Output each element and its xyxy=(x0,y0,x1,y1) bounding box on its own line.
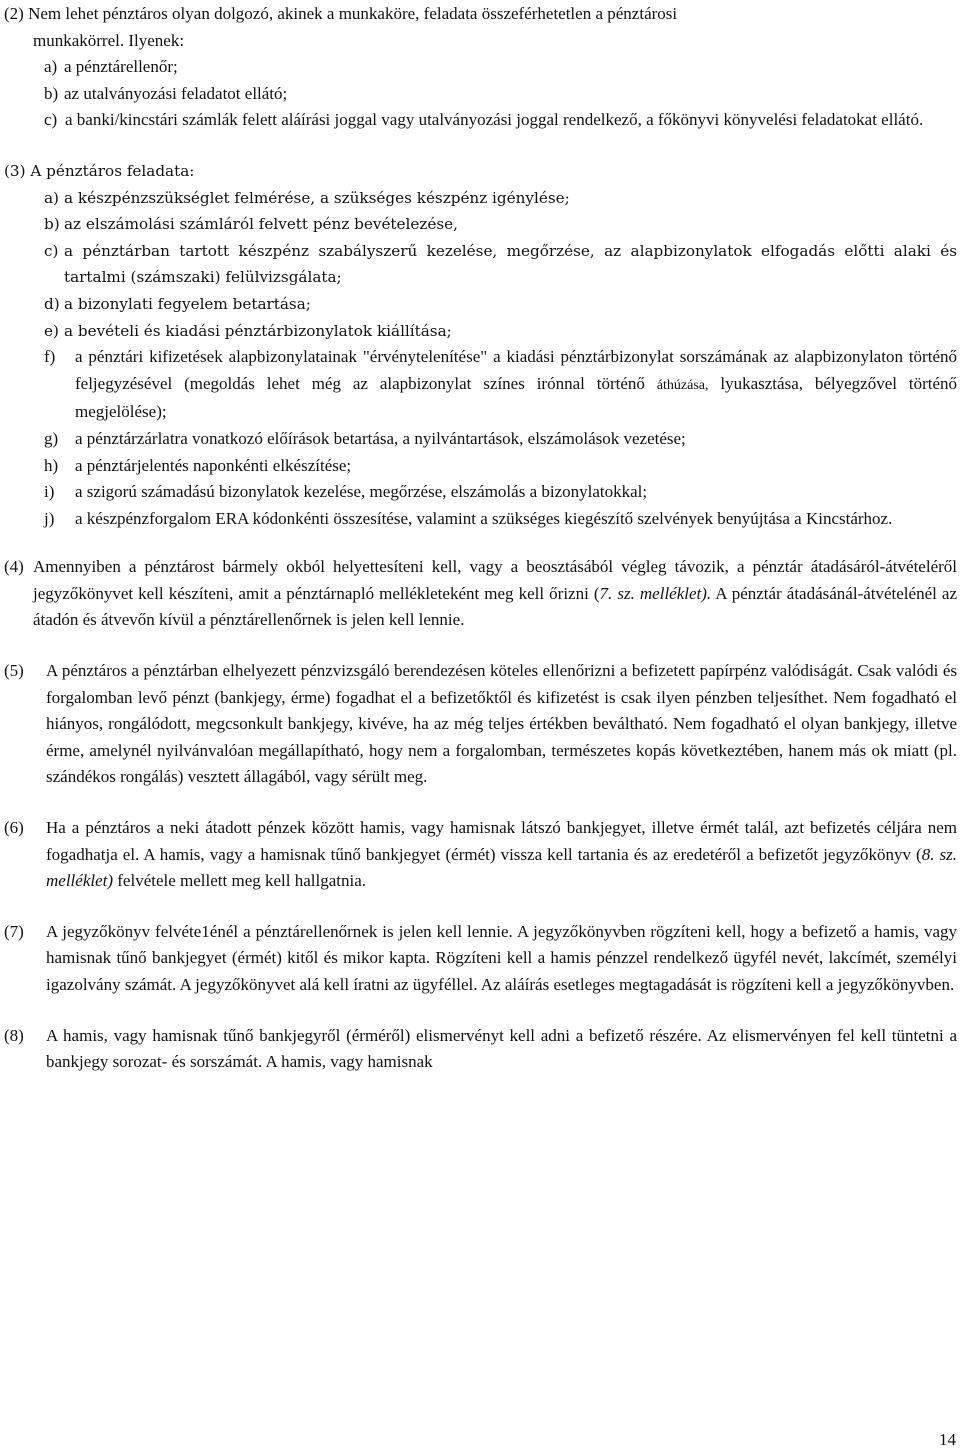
list-item-text-small: áthúzása, xyxy=(656,377,709,393)
section-6-text: Ha a pénztáros a neki átadott pénzek között hamis, vagy hamisnak látszó bankjegyet, illetve érmét talál, azt befizetés céljára nem fogadhatja el. A hamis, vagy a hamisnak tűnő bankjegyet (érmét) vissza kell tartania és az eredetéről a befizetőt jegyzőkönyv ( xyxy=(46,818,957,864)
list-item-label: a) xyxy=(44,188,59,207)
list-item-label: c) xyxy=(44,110,58,130)
section-label: (4) xyxy=(4,557,24,577)
list-item-label: j) xyxy=(44,508,55,528)
list-item-text: az elszámolási számláról felvett pénz bevételezése, xyxy=(64,215,458,234)
list-item-text: a pénztárzárlatra vonatkozó előírások betartása, a nyilvántartások, elszámolások vezetése; xyxy=(75,428,686,448)
section-label: (5) xyxy=(4,661,24,681)
section-2-line2: munkakörrel. Ilyenek: xyxy=(33,30,185,50)
section-6-text-end: felvétele mellett meg kell hallgatnia. xyxy=(113,871,367,891)
list-item-text: a banki/kincstári számlák felett aláírási joggal vagy utalványozási joggal rendelkező, a főkönyvi könyvelési feladatokat ellátó. xyxy=(65,110,924,130)
list-item-text: lyukasztása, bélyegzővel történő megjelölése); xyxy=(75,373,958,422)
list-item-text: a bevételi és kiadási pénztárbizonylatok kiállítása; xyxy=(64,321,452,340)
list-item xyxy=(44,479,957,506)
list-item xyxy=(44,291,957,318)
list-item-label: g) xyxy=(44,428,59,448)
section-5 xyxy=(4,658,957,791)
list-item-label: e) xyxy=(44,321,59,340)
list-item-text: a pénztárjelentés naponkénti elkészítése; xyxy=(75,455,352,475)
section-4 xyxy=(4,554,957,634)
list-item xyxy=(44,426,957,453)
section-3-heading-line xyxy=(4,158,957,185)
section-label: (7) xyxy=(4,921,24,941)
list-item-label: i) xyxy=(44,482,55,502)
list-item-text: az utalványozási feladatot ellátó; xyxy=(64,83,288,103)
list-item-text: a bizonylati fegyelem betartása; xyxy=(64,294,311,313)
list-item-text: a pénztári kifizetések alapbizonylatainak "érvénytelenítése" a kiadási pénztárbizonylat sorszámának az alapbizonylaton történő feljegyzésével (megoldás lehet még az alapbizonylat színes irónnal történő xyxy=(75,347,957,393)
section-2-line1: Nem lehet pénztáros olyan dolgozó, akinek a munkaköre, feladata összeférhetetlen a pénztárosi xyxy=(28,4,678,23)
section-label: (6) xyxy=(4,818,24,838)
section-8 xyxy=(4,1023,957,1076)
list-item xyxy=(44,318,957,345)
list-item-label: d) xyxy=(44,294,60,313)
section-4-reference: 7. sz. melléklet). xyxy=(599,583,712,603)
section-label: (8) xyxy=(4,1025,24,1045)
list-item xyxy=(44,506,957,533)
list-item-text: a pénztárellenőr; xyxy=(64,57,178,77)
list-item xyxy=(44,344,957,426)
section-5-text: A pénztáros a pénztárban elhelyezett pénzvizsgáló berendezésen köteles ellenőrizni a befizetett papírpénz valódiságát. Csak valódi és forgalomban levő pénzt (bankjegy, érme) fogadhat el a befizetőktől és kifizetést is csak ilyen pénzben teljesíthet. Nem fogadható el hiányos, rongálódott, megcsonkult bankjegy, kivéve, ha az még teljes értékben beváltható. Nem fogadható el olyan bankjegy, illetve érme, amelynél nyilvánvalóan megállapítható, hogy nem a forgalomban, természetes kopás következtében, hanem más ok miatt (pl. szándékos rongálás) vesztett állagából, vagy sérült meg. xyxy=(46,661,957,787)
list-item-text: a készpénzszükséglet felmérése, a szükséges készpénz igénylése; xyxy=(64,188,570,207)
list-item-text: a pénztárban tartott készpénz szabályszerű kezelése, megőrzése, az alapbizonylatok elfogadás előtti alaki és tartalmi (számszaki) felülvizsgálata; xyxy=(64,241,957,287)
list-item xyxy=(44,185,957,212)
list-item-label: c) xyxy=(44,241,59,260)
section-6 xyxy=(4,815,957,895)
section-6-reference: 8. sz. melléklet) xyxy=(46,844,957,891)
list-item-label: h) xyxy=(44,455,59,475)
section-label: (3) xyxy=(4,161,26,180)
list-item xyxy=(44,81,957,108)
section-2 xyxy=(4,1,957,134)
document-page xyxy=(4,1,957,1100)
list-item-label: b) xyxy=(44,83,59,103)
section-4-text: Amennyiben a pénztárost bármely okból helyettesíteni kell, vagy a beosztásából végleg távozik, a pénztár átadásáról-átvételéről jegyzőkönyvet kell készíteni, amit a pénztárnapló mellékleteként meg kell őrizni ( xyxy=(33,557,957,603)
list-item-text: a készpénzforgalom ERA kódonkénti összesítése, valamint a szükséges kiegészítő szelvények benyújtása a Kincstárhoz. xyxy=(75,508,893,528)
section-7-text: A jegyzőkönyv felvéte1énél a pénztárellenőrnek is jelen kell lennie. A jegyzőkönyvben rögzíteni kell, hogy a befizető a hamis, vagy hamisnak tűnő bankjegyet (érmét) kitől és mikor kapta. Rögzíteni kell a hamis pénzzel rendelkező ügyfél nevét, lakcímét, személyi igazolvány számát. A jegyzőkönyvet alá kell íratni az ügyféllel. Az aláírás esetleges megtagadását is rögzíteni kell a jegyzőkönyvben. xyxy=(46,921,957,994)
list-item xyxy=(44,238,957,291)
section-3-heading: A pénztáros feladata: xyxy=(30,161,195,180)
list-item xyxy=(44,211,957,238)
section-2-second-line xyxy=(4,28,957,55)
section-4-text-end: A pénztár átadásánál-átvételénél az átadón és átvevőn kívül a pénztárellenőrnek is jelen kell lennie. xyxy=(33,583,957,630)
page-number: 14 xyxy=(939,1430,956,1449)
list-item-label: b) xyxy=(44,215,60,234)
list-item xyxy=(44,54,957,81)
section-3 xyxy=(4,158,957,532)
section-2-first-line xyxy=(4,1,957,28)
section-7 xyxy=(4,919,957,999)
list-item xyxy=(44,107,957,134)
list-item-text: a szigorú számadású bizonylatok kezelése, megőrzése, elszámolás a bizonylatokkal; xyxy=(75,482,648,502)
list-item-label: f) xyxy=(44,347,56,367)
list-item-label: a) xyxy=(44,57,58,77)
list-item xyxy=(44,453,957,480)
section-label: (2) xyxy=(4,4,24,23)
section-8-text: A hamis, vagy hamisnak tűnő bankjegyről (érméről) elismervényt kell adni a befizető részére. Az elismervényen fel kell tüntetni a bankjegy sorozat- és sorszámát. A hamis, vagy hamisnak xyxy=(46,1025,957,1072)
